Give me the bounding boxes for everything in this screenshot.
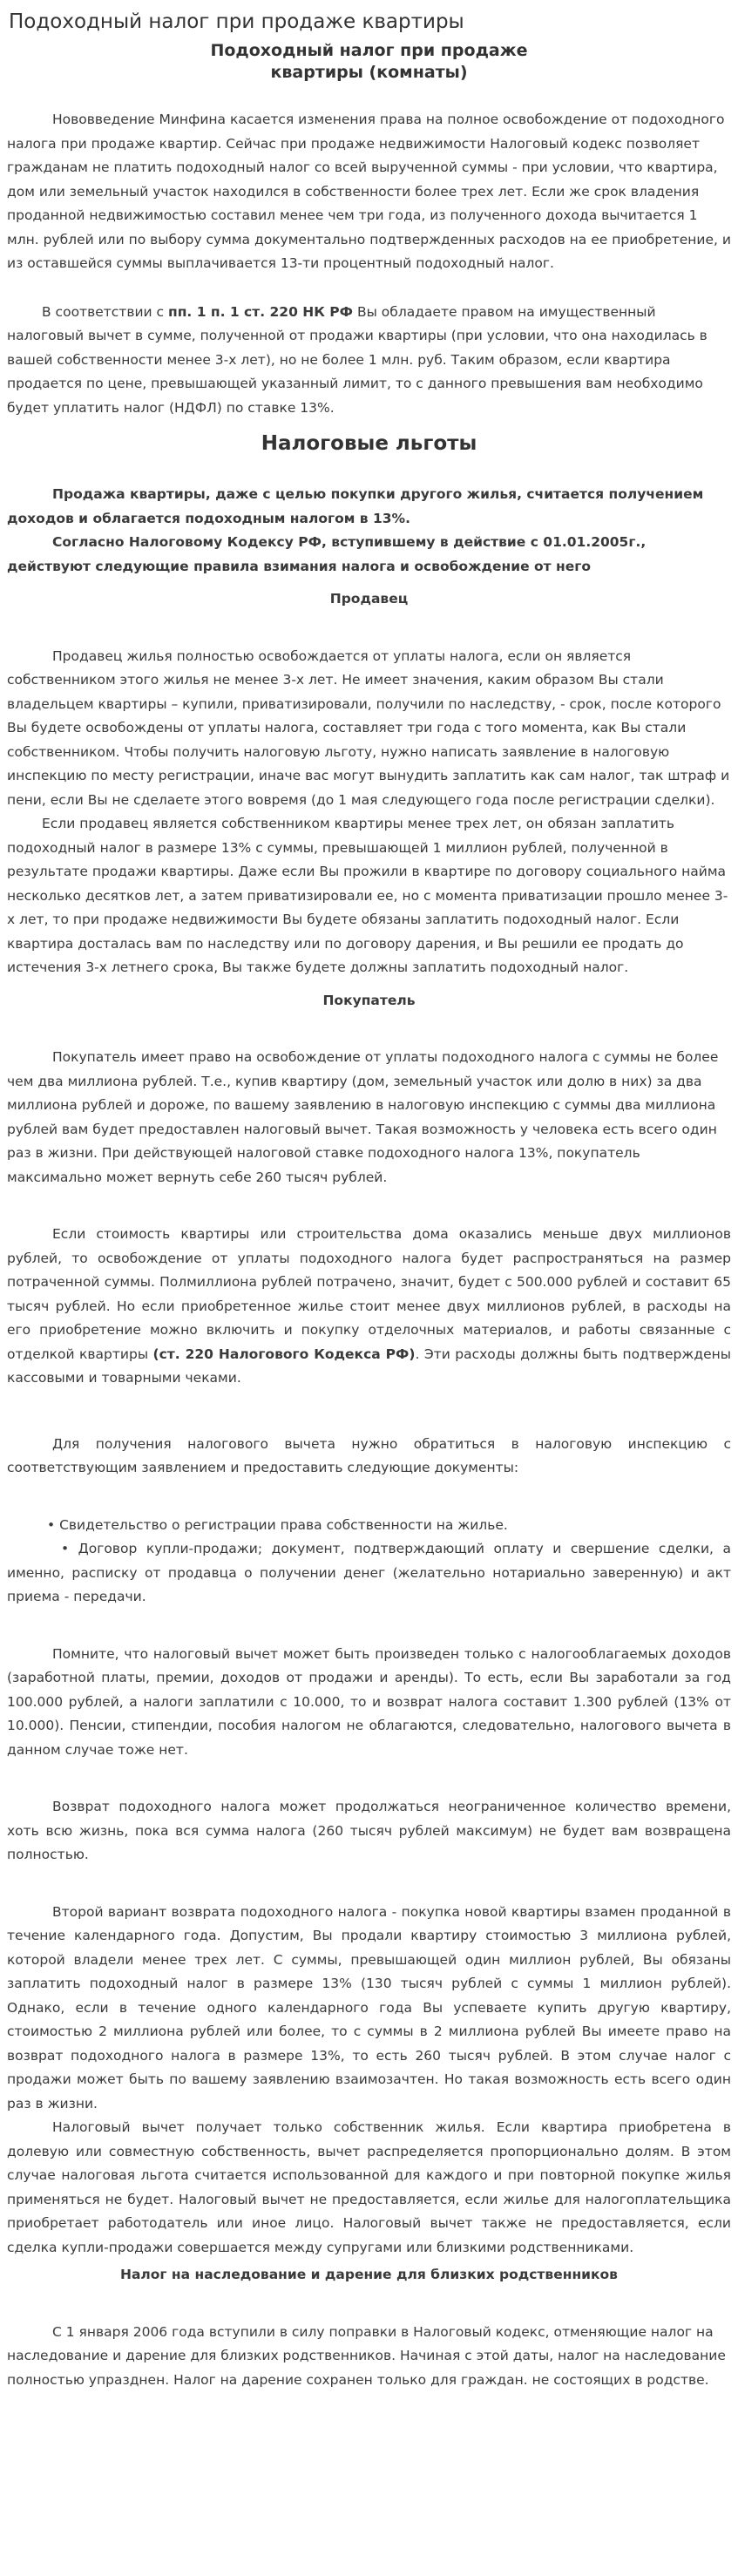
seller-paragraph-2: Если продавец является собственником квартиры менее трех лет, он обязан заплатить подоходный налог в размере 13% с суммы, превышающей 1 миллион рублей, полученной в результате продажи квартиры. Даже если Вы прожили в квартире по договору социального найма несколько десятков лет, а затем приватизировали ее, но с момента приватизации прошло менее 3-х лет, то при продаже недвижимости Вы будете обязаны заплатить подоходный налог. Если квартира досталась вам по наследству или по договору дарения, и Вы решили ее продать до истечения 3-х летнего срока, Вы также будете должны заплатить подоходный налог. <box>7 816 728 975</box>
subheading-seller: Продавец <box>329 591 409 607</box>
intro-paragraph-1: Нововведение Минфина касается изменения права на полное освобождение от подоходного налога при продаже квартир. Сейчас при продаже недвижимости Налоговый кодекс позволяет гражданам не платить подоходный налог со всей вырученной суммы - при условии, что квартира, дом или земельный участок находился в собственности более трех лет. Если же срок владения проданной недвижимостью составил менее чем три года, из полученного дохода вычитается 1 млн. рублей или по выбору сумма документально подтвержденных расходов на ее приобретение, и из оставшейся суммы выплачивается 13-ти процентный подоходный налог. <box>7 112 731 271</box>
benefits-bold-paragraph-2: Согласно Налоговому Кодексу РФ, вступившему в действие с 01.01.2005г., действуют следующие правила взимания налога и освобождение от него <box>7 534 647 574</box>
buyer-p2-law-reference: (ст. 220 Налогового Кодекса РФ) <box>152 1346 416 1362</box>
buyer-paragraph-1: Покупатель имеет право на освобождение от уплаты подоходного налога с суммы не более чем два миллиона рублей. Т.е., купив квартиру (дом, земельный участок или долю в них) за два миллиона рублей и дороже, по вашему заявлению в налоговую инспекцию с суммы два миллиона рублей вам будет предоставлен налоговый вычет. Такая возможность у человека есть всего один раз в жизни. При действующей налоговой ставке подоходного налога 13%, покупатель максимально может вернуть себе 260 тысяч рублей. <box>7 1049 719 1185</box>
article-title <box>7 40 731 84</box>
buyer-paragraph-4: Помните, что налоговый вычет может быть произведен только с налогооблагаемых доходов (заработной платы, премии, доходов от продажи и аренды). То есть, если Вы заработали за год 100.000 рублей, а налоги заплатили с 10.000, то и возврат налога составит 1.300 рублей (13% от 10.000). Пенсии, стипендии, пособия налогом не облагаются, следовательно, налогового вычета в данном случае тоже нет. <box>7 1645 731 1758</box>
intro-p2-law-reference: пп. 1 п. 1 ст. 220 НК РФ <box>168 303 354 320</box>
article-title-line-1: Подоходный налог при продаже <box>210 41 528 60</box>
buyer-p2-text-before: Если стоимость квартиры или строительства дома оказались меньше двух миллионов рублей, то освобождение от уплаты подоходного налога будет распространяться на размер потраченной суммы. Полмиллиона рублей потрачено, значит, будет с 500.000 рублей и составит 65 тысяч рублей. Но если приобретенное жилье стоит менее двух миллионов рублей, в расходы на его приобретение можно включить и покупку отделочных материалов, и работы связанные с отделкой квартиры <box>7 1226 731 1362</box>
benefits-bold-paragraph-1: Продажа квартиры, даже с целью покупки другого жилья, считается получением доходов и облагается подоходным налогом в 13%. <box>7 486 704 526</box>
intro-p2-text-after: Вы обладаете правом на имущественный налоговый вычет в сумме, полученной от продажи квартиры (при условии, что она находилась в вашей собственности менее 3-х лет), но не более 1 млн. руб. Таким образом, если квартира продается по цене, превышающей указанный лимит, то с данного превышения вам необходимо будет уплатить налог (НДФЛ) по ставке 13%. <box>7 303 708 416</box>
buyer-paragraph-7: Налоговый вычет получает только собственник жилья. Если квартира приобретена в долевую или совместную собственность, вычет распределяется пропорционально долям. В этом случае налоговая льгота считается использованной для каждого и при повторной покупке жилья применяться не будет. Налоговый вычет не предоставляется, если жилье для налогоплательщика приобретает работодатель или иное лицо. Налоговый вычет также не предоставляется, если сделка купли-продажи совершается между супругами или близкими родственниками. <box>7 2119 731 2255</box>
article-title-line-2: квартиры (комнаты) <box>270 63 468 82</box>
buyer-paragraph-6: Второй вариант возврата подоходного налога - покупка новой квартиры взамен проданной в течение календарного года. Допустим, Вы продали квартиру стоимостью 3 миллиона рублей, которой владели менее трех лет. С суммы, превышающей один миллион рублей, Вы обязаны заплатить подоходный налог в размере 13% (130 тысяч рублей с суммы 1 миллион рублей). Однако, если в течение одного календарного года Вы успеваете купить другую квартиру, стоимостью 2 миллиона рублей или более, то с суммы в 2 миллиона рублей Вы имеете право на возврат подоходного налога в размере 13%, то есть 260 тысяч рублей. В этом случае налог с продажи может быть по вашему заявлению взаимозачтен. Но такая возможность есть всего один раз в жизни. <box>7 1903 731 2112</box>
intro-p2-text-before: В соответствии с <box>42 303 168 320</box>
buyer-paragraph-2 <box>7 1223 731 1391</box>
section-heading-benefits: Налоговые льготы <box>261 432 477 455</box>
page-title: Подоходный налог при продаже квартиры <box>9 10 464 33</box>
buyer-paragraph-3: Для получения налогового вычета нужно обратиться в налоговую инспекцию с соответствующим заявлением и предоставить следующие документы: <box>7 1435 731 1475</box>
document-list-item-2: • Договор купли-продажи; документ, подтверждающий оплату и свершение сделки, а именно, расписку от продавца о получении денег (желательно нотариально заверенную) и акт приема - передачи. <box>7 1541 731 1604</box>
buyer-paragraph-5: Возврат подоходного налога может продолжаться неограниченное количество времени, хоть всю жизнь, пока вся сумма налога (260 тысяч рублей максимум) не будет вам возвращена полностью. <box>7 1799 731 1862</box>
intro-paragraph-2 <box>7 301 731 421</box>
document-list-item-1: • Свидетельство о регистрации права собственности на жилье. <box>47 1516 508 1533</box>
inheritance-paragraph-1: С 1 января 2006 года вступили в силу поправки в Налоговый кодекс, отменяющие налог на наследование и дарение для близких родственников. Начиная с этой даты, налог на наследование полностью упразднен. Налог на дарение сохранен только для граждан. не состоящих в родстве. <box>7 2323 726 2388</box>
buyer-p2-text-after: . Эти расходы должны быть подтверждены кассовыми и товарными чеками. <box>7 1346 731 1386</box>
seller-paragraph-1: Продавец жилья полностью освобождается от уплаты налога, если он является собственником этого жилья не менее 3-х лет. Не имеет значения, каким образом Вы стали владельцем квартиры – купили, приватизировали, получили по наследству, - срок, после которого Вы будете освобождены от уплаты налога, составляет три года с того момента, как Вы стали собственником. Чтобы получить налоговую льготу, нужно написать заявление в налоговую инспекцию по месту регистрации, иначе вас могут вынудить заплатить как сам налог, так штраф и пени, если Вы не сделаете этого вовремя (до 1 мая следующего года после регистрации сделки). <box>7 647 730 808</box>
subheading-inheritance: Налог на наследование и дарение для близких родственников <box>120 2267 618 2282</box>
subheading-buyer: Покупатель <box>322 992 416 1008</box>
